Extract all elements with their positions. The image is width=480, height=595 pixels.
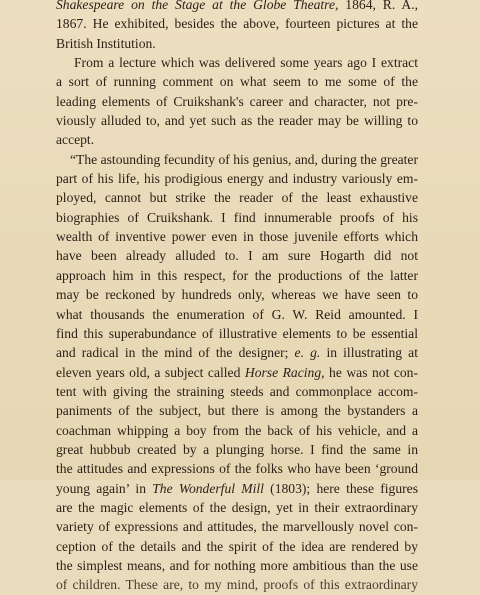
text-line: “The astounding fecundity of his genius, and, during the greater: [70, 151, 418, 167]
text-line: find this superabundance of illustrative elements to be essential: [56, 325, 418, 341]
text-line: 1867. He exhibited, besides the above, fourteen pictures at the: [56, 16, 418, 32]
text-line: viously alluded to, and yet such as the reader may be willing to: [56, 113, 418, 129]
text-line: Shakespeare on the Stage at the Globe Theatre, 1864, R. A.,: [56, 0, 418, 12]
text-line: paniments of the subject, but there is among the bystanders a: [56, 403, 418, 419]
paragraph: [56, 53, 418, 150]
text-line: the attitudes and expressions of the folks who have been ‘ground: [56, 461, 418, 477]
text-line: what thousands the enumeration of G. W. Reid amounted. I: [56, 306, 418, 322]
text-line: may be reckoned by hundreds only, whereas we have seen to: [56, 287, 418, 303]
text-line: From a lecture which was delivered some years ago I extract: [74, 55, 418, 71]
text-line: a sort of running comment on what seem to me some of the: [56, 74, 418, 90]
text-line: accept.: [56, 132, 95, 148]
text-line: variety of expressions and attitudes, the marvellously novel con-: [56, 519, 418, 535]
text-line: ployed, cannot but strike the reader of the least exhaustive: [56, 190, 418, 206]
paragraph: [56, 150, 418, 595]
text-line: the simplest means, and for nothing more ambitious than the use: [56, 557, 418, 573]
text-line: wealth of inventive power even in those juvenile efforts which: [56, 229, 418, 245]
text-line: coachman whipping a boy from the back of his vehicle, and a: [56, 422, 418, 438]
text-line: part of his life, his prodigious energy and industry variously em-: [56, 171, 418, 187]
text-line: ception of the details and the spirit of the idea are rendered by: [56, 538, 418, 554]
text-line: British Institution.: [56, 35, 156, 51]
text-line: are the magic elements of the design, yet in their extraordinary: [56, 499, 418, 515]
text-line: of children. These are, to my mind, proofs of this extraordinary: [56, 577, 418, 593]
text-line: eleven years old, a subject called Horse Racing, he was not con-: [56, 364, 419, 380]
text-line: tent with giving the straining steeds and commonplace accom-: [56, 383, 418, 399]
text-line: biographies of Cruikshank. I find innumerable proofs of his: [56, 209, 418, 225]
text-line: leading elements of Cruikshank's career and character, not pre-: [56, 93, 418, 109]
text-line: approach him in this respect, for the productions of the latter: [56, 267, 418, 283]
text-line: and radical in the mind of the designer; e. g. in illustrating at: [56, 345, 418, 361]
paragraph: [56, 0, 418, 53]
text-line: have been already alluded to. I am sure Hogarth did not: [56, 248, 418, 264]
text-line: great hubbub created by a plunging horse. I find the same in: [56, 441, 418, 457]
text-line: young again’ in The Wonderful Mill (1803); here these figures: [56, 480, 419, 496]
body-text: [56, 0, 418, 595]
